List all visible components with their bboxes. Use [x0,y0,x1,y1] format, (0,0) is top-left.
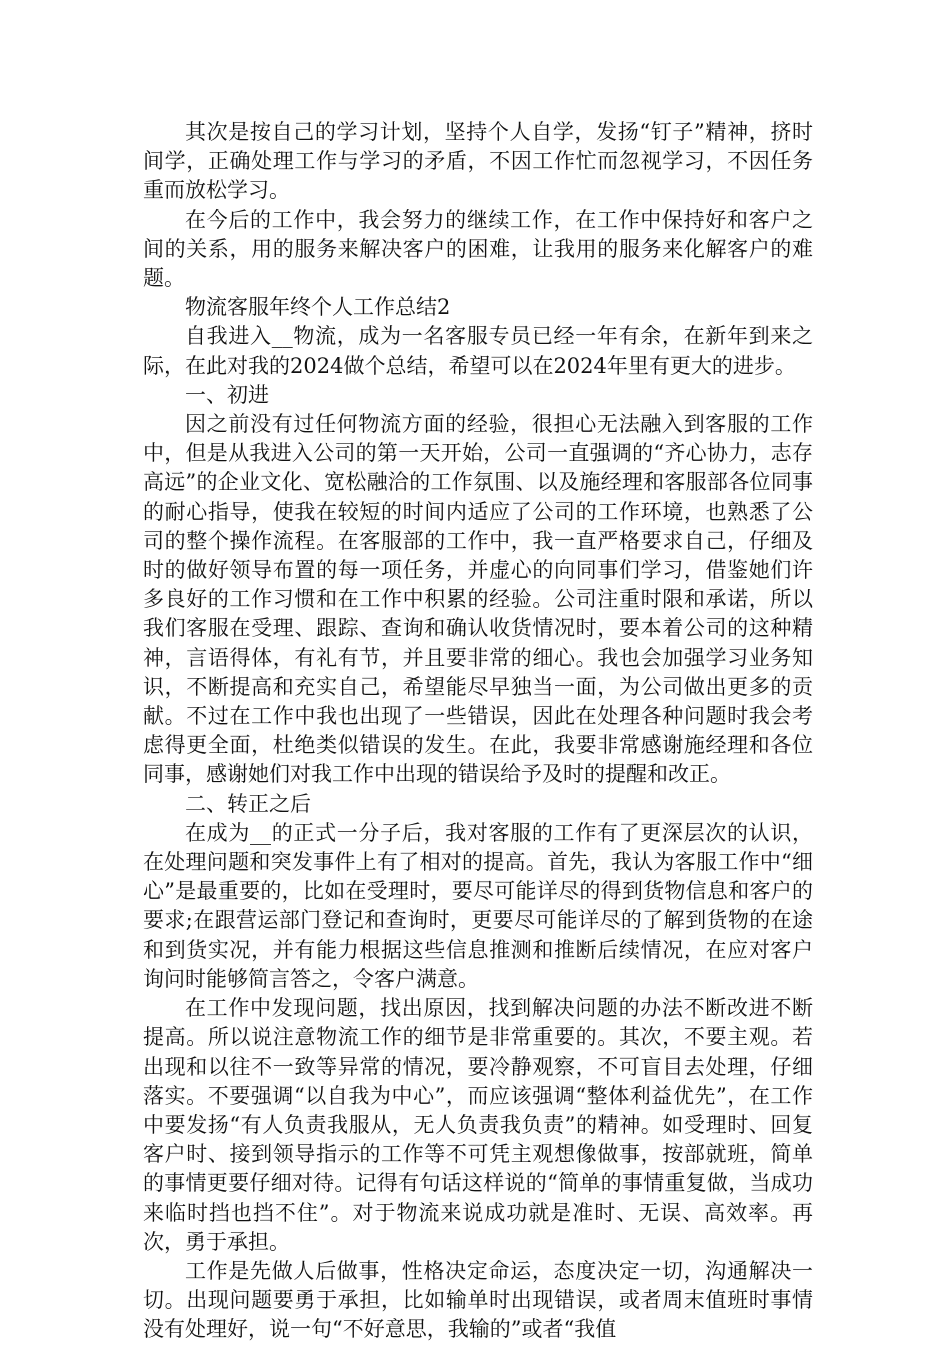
paragraph-introduction: 自我进入__物流，成为一名客服专员已经一年有余，在新年到来之际，在此对我的2024做个总结，希望可以在2024年里有更大的进步。 [143,324,813,378]
paragraph-after-regularization: 在成为__的正式一分子后，我对客服的工作有了更深层次的认识，在处理问题和突发事件上有了相对的提高。首先，我认为客服工作中“细心”是最重要的，比如在受理时，要尽可能详尽的得到货物信息和客户的要求;在跟营运部门登记和查询时，更要尽可能详尽的了解到货物的在途和到货实况，并有能力根据这些信息推测和推断后续情况，在应对客户询问时能够简言答之，令客户满意。 [143,820,813,991]
document-body [143,118,813,1345]
heading-after-regularization: 二、转正之后 [185,791,311,816]
paragraph-future-work: 在今后的工作中，我会努力的继续工作，在工作中保持好和客户之间的关系，用的服务来解决客户的困难，让我用的服务来化解客户的难题。 [143,207,813,291]
paragraph-responsibility: 工作是先做人后做事，性格决定命运，态度决定一切，沟通解决一切。出现问题要勇于承担，比如输单时出现错误，或者周末值班时事情没有处理好，说一句“不好意思，我输的”或者“我值 [143,1258,813,1342]
paragraph-self-study: 其次是按自己的学习计划，坚持个人自学，发扬“钉子”精神，挤时间学，正确处理工作与学习的矛盾，不因工作忙而忽视学习，不因任务重而放松学习。 [143,120,813,203]
heading-initial-entry: 一、初进 [185,382,269,407]
section-title-summary-2: 物流客服年终个人工作总结2 [185,295,451,320]
paragraph-initial-entry: 因之前没有过任何物流方面的经验，很担心无法融入到客服的工作中，但是从我进入公司的第一天开始，公司一直强调的“齐心协力，志存高远”的企业文化、宽松融洽的工作氛围、以及施经理和客服部各位同事的耐心指导，使我在较短的时间内适应了公司的工作环境，也熟悉了公司的整个操作流程。在客服部的工作中，我一直严格要求自己，仔细及时的做好领导布置的每一项任务，并虚心的向同事们学习，借鉴她们许多良好的工作习惯和在工作中积累的经验。公司注重时限和承诺，所以我们客服在受理、跟踪、查询和确认收货情况时，要本着公司的这种精神，言语得体，有礼有节，并且要非常的细心。我也会加强学习业务知识，不断提高和充实自己，希望能尽早独当一面，为公司做出更多的贡献。不过在工作中我也出现了一些错误，因此在处理各种问题时我会考虑得更全面，杜绝类似错误的发生。在此，我要非常感谢施经理和各位同事，感谢她们对我工作中出现的错误给予及时的提醒和改正。 [143,412,813,787]
paragraph-find-problems: 在工作中发现问题，找出原因，找到解决问题的办法不断改进不断提高。所以说注意物流工作的细节是非常重要的。其次，不要主观。若出现和以往不一致等异常的情况，要冷静观察，不可盲目去处理，仔细落实。不要强调“以自我为中心”，而应该强调“整体利益优先”，在工作中要发扬“有人负责我服从，无人负责我负责”的精神。如受理时、回复客户时、接到领导指示的工作等不可凭主观想像做事，按部就班，简单的事情更要仔细对待。记得有句话这样说的“简单的事情重复做，当成功来临时挡也挡不住”。对于物流来说成功就是准时、无误、高效率。再次，勇于承担。 [143,996,813,1254]
